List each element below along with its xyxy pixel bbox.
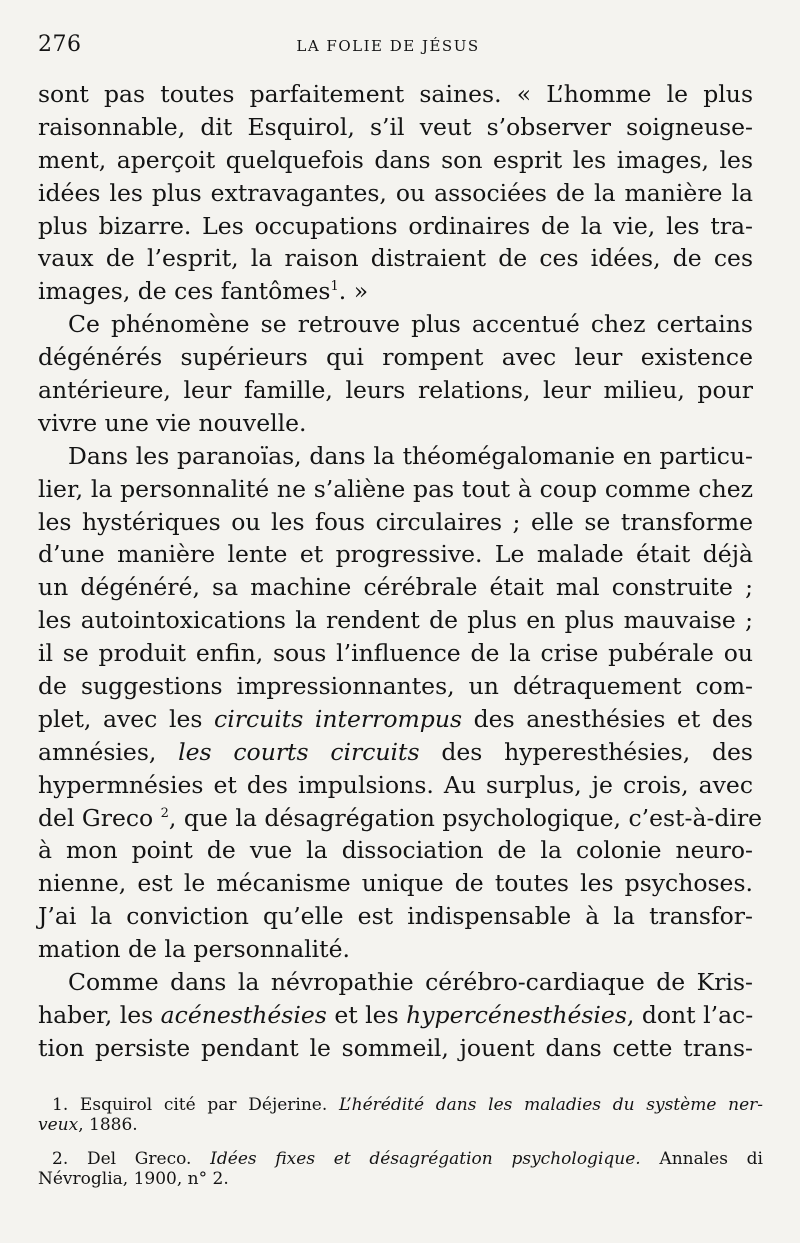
page-header bbox=[38, 32, 738, 62]
text-span: images, de ces fantômes bbox=[38, 277, 331, 306]
footnote-ref-1: 1 bbox=[330, 279, 339, 295]
italic-span: circuits interrompus bbox=[214, 704, 463, 733]
text-line: J’ai la conviction qu’elle est indispensable à la transfor- bbox=[38, 902, 753, 931]
text-line bbox=[38, 703, 753, 736]
text-line: sont pas toutes parfaitement saines. « L’homme le plus bbox=[38, 80, 753, 108]
footnote-1-line bbox=[38, 1095, 763, 1115]
text-line: ment, aperçoit quelquefois dans son esprit les images, les bbox=[38, 145, 753, 174]
footnote-1-line bbox=[38, 1115, 763, 1135]
text-span: , que la désagrégation psychologique, c’est-à-dire bbox=[168, 803, 763, 832]
text-line: d’une manière lente et progressive. Le malade était déjà bbox=[38, 540, 753, 569]
text-line: vaux de l’esprit, la raison distraient de ces idées, de ces bbox=[38, 244, 753, 273]
text-span: , 1886. bbox=[78, 1115, 138, 1135]
spacer bbox=[38, 1135, 763, 1149]
text-line: il se produit enfin, sous l’influence de la crise pubérale ou bbox=[38, 639, 753, 668]
text-line: à mon point de vue la dissociation de la colonie neuro- bbox=[38, 836, 753, 865]
footnotes bbox=[38, 1095, 763, 1189]
italic-span: L’hérédité dans les maladies du système ner- bbox=[339, 1095, 763, 1115]
text-span: des anesthésies et des bbox=[462, 704, 753, 733]
text-span: . » bbox=[338, 277, 369, 306]
text-line: les hystériques ou les fous circulaires ; elle se transforme bbox=[38, 507, 753, 536]
text-line: un dégénéré, sa machine cérébrale était mal construite ; bbox=[38, 573, 753, 602]
running-title: LA FOLIE DE JÉSUS bbox=[296, 37, 480, 55]
footnote-2-line bbox=[38, 1149, 763, 1169]
page-number: 276 bbox=[38, 32, 82, 57]
italic-span: les courts circuits bbox=[178, 737, 420, 766]
text-span: del Greco bbox=[38, 803, 161, 832]
text-span: , dont l’ac- bbox=[626, 1000, 754, 1029]
text-line: hypermnésies et des impulsions. Au surplus, je crois, avec bbox=[38, 770, 753, 799]
italic-span: veux bbox=[38, 1115, 79, 1135]
text-line bbox=[38, 802, 763, 835]
text-line: Dans les paranoïas, dans la théomégalomanie en particu- bbox=[68, 441, 753, 470]
italic-span: hypercénesthésies bbox=[406, 1000, 627, 1029]
text-line: idées les plus extravagantes, ou associées de la manière la bbox=[38, 178, 753, 207]
text-line: de suggestions impressionnantes, un détraquement com- bbox=[38, 672, 753, 701]
text-line bbox=[38, 999, 753, 1032]
text-span: Annales di bbox=[640, 1149, 763, 1169]
text-span: et les bbox=[326, 1000, 407, 1029]
text-line: nienne, est le mécanisme unique de toutes les psychoses. bbox=[38, 869, 753, 898]
text-line: antérieure, leur famille, leurs relations, leur milieu, pour bbox=[38, 376, 753, 405]
text-line: lier, la personnalité ne s’aliène pas tout à coup comme chez bbox=[38, 474, 753, 503]
text-span: haber, les bbox=[38, 1000, 161, 1029]
italic-span: acénesthésies bbox=[160, 1000, 327, 1029]
text-line: raisonnable, dit Esquirol, s’il veut s’observer soigneuse- bbox=[38, 112, 753, 141]
text-line: plus bizarre. Les occupations ordinaires de la vie, les tra- bbox=[38, 211, 753, 240]
text-span: 1. Esquirol cité par Déjerine. bbox=[52, 1095, 339, 1115]
text-span: amnésies, bbox=[38, 737, 179, 766]
footnote-2-line: Névroglia, 1900, n° 2. bbox=[38, 1169, 229, 1189]
text-line bbox=[38, 275, 753, 308]
text-line: Ce phénomène se retrouve plus accentué chez certains bbox=[68, 310, 753, 339]
italic-span: Idées fixes et désagrégation psychologique. bbox=[210, 1149, 641, 1169]
text-line: les autointoxications la rendent de plus en plus mauvaise ; bbox=[38, 606, 753, 635]
text-span: 2. Del Greco. bbox=[52, 1149, 211, 1169]
text-span: des hyperesthésies, des bbox=[419, 737, 753, 766]
text-line: mation de la personnalité. bbox=[38, 935, 350, 964]
text-line: vivre une vie nouvelle. bbox=[38, 408, 307, 437]
text-span: plet, avec les bbox=[38, 704, 215, 733]
footnote-ref-2: 2 bbox=[160, 805, 169, 821]
body-text bbox=[38, 78, 763, 1065]
text-line: Comme dans la névropathie cérébro-cardiaque de Kris- bbox=[68, 968, 753, 997]
text-line: tion persiste pendant le sommeil, jouent dans cette trans- bbox=[38, 1033, 753, 1062]
text-line: dégénérés supérieurs qui rompent avec leur existence bbox=[38, 343, 753, 372]
text-line bbox=[38, 736, 753, 769]
